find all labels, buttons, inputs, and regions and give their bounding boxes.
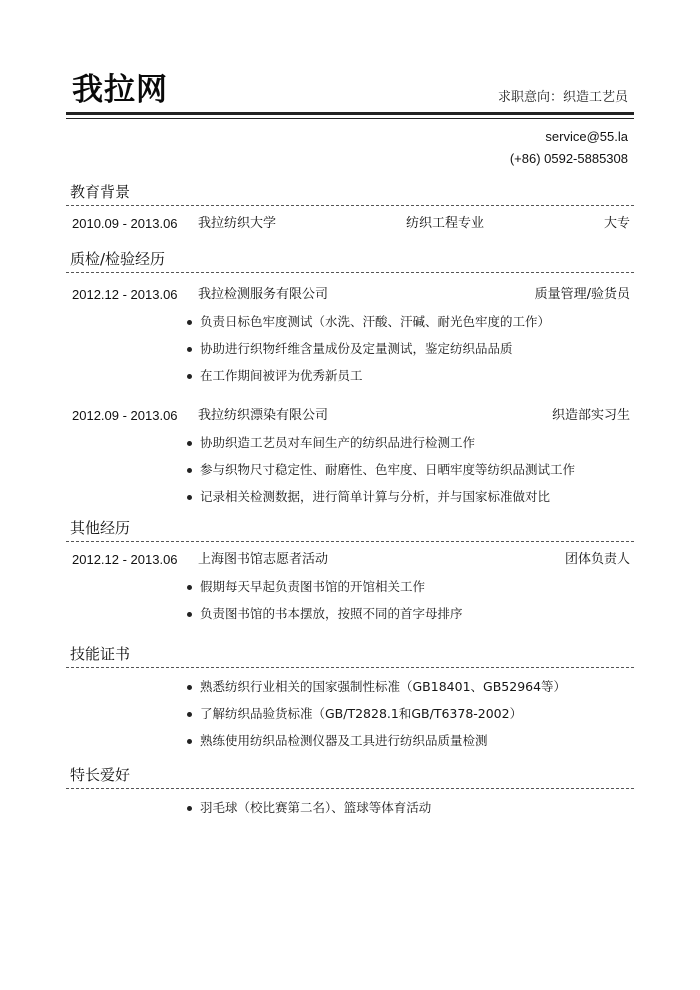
hobbies-section [66, 764, 634, 821]
list-item [66, 456, 634, 483]
section-title: 其他经历 [70, 519, 131, 537]
education-row [66, 211, 634, 237]
job-duties-list [66, 308, 634, 389]
degree-name: 大专 [603, 216, 630, 231]
list-item [66, 794, 634, 821]
bullet-icon [187, 347, 192, 352]
list-item-text: 了解纺织品验货标准（GB/T2828.1和GB/T6378-2002） [200, 706, 523, 721]
job-header-row [66, 282, 634, 308]
section-divider [66, 541, 634, 542]
candidate-name: 我拉网 [72, 72, 168, 108]
bullet-icon [187, 374, 192, 379]
list-item-text: 假期每天早起负责图书馆的开馆相关工作 [200, 579, 426, 594]
section-divider [66, 667, 634, 668]
list-item [66, 573, 634, 600]
section-divider [66, 272, 634, 273]
job-date: 2012.09 - 2013.06 [72, 408, 178, 423]
list-item [66, 727, 634, 754]
job-header-row [66, 403, 634, 429]
school-name: 我拉纺织大学 [198, 216, 277, 231]
company-name: 我拉检测服务有限公司 [198, 287, 329, 302]
company-name: 我拉纺织漂染有限公司 [198, 408, 329, 423]
bullet-icon [187, 468, 192, 473]
bullet-icon [187, 320, 192, 325]
bullet-icon [187, 495, 192, 500]
section-title: 特长爱好 [70, 766, 131, 784]
phone-text: (+86) 0592-5885308 [509, 151, 628, 166]
header-divider-thin [66, 118, 634, 119]
email-text: service@55.la [545, 129, 628, 144]
activity-name: 上海图书馆志愿者活动 [198, 552, 329, 567]
list-item-text: 负责图书馆的书本摆放，按照不同的首字母排序 [200, 606, 463, 621]
job-duties-list [66, 429, 634, 510]
list-item-text: 羽毛球（校比赛第二名）、篮球等体育活动 [200, 800, 432, 815]
section-divider [66, 205, 634, 206]
contact-block [510, 126, 628, 170]
qc-experience-section [66, 248, 634, 510]
list-item [66, 600, 634, 627]
list-item [66, 308, 634, 335]
list-item [66, 362, 634, 389]
list-item-text: 协助织造工艺员对车间生产的纺织品进行检测工作 [200, 435, 476, 450]
bullet-icon [187, 441, 192, 446]
education-section [66, 181, 634, 237]
list-item [66, 673, 634, 700]
skills-section [66, 643, 634, 754]
section-title: 质检/检验经历 [70, 250, 166, 268]
bullet-icon [187, 585, 192, 590]
activity-role: 团体负责人 [564, 552, 630, 567]
major-name: 纺织工程专业 [406, 216, 485, 231]
list-item-text: 协助进行织物纤维含量成份及定量测试，鉴定纺织品品质 [200, 341, 513, 356]
job-date: 2012.12 - 2013.06 [72, 287, 178, 302]
hobbies-list [66, 794, 634, 821]
bullet-icon [187, 712, 192, 717]
list-item [66, 483, 634, 510]
bullet-icon [187, 739, 192, 744]
list-item-text: 负责日标色牢度测试（水洗、汗酸、汗碱、耐光色牢度的工作） [200, 314, 551, 329]
education-date: 2010.09 - 2013.06 [72, 216, 178, 231]
activity-date: 2012.12 - 2013.06 [72, 552, 178, 567]
list-item-text: 记录相关检测数据，进行简单计算与分析，并与国家标准做对比 [200, 489, 551, 504]
list-item-text: 熟练使用纺织品检测仪器及工具进行纺织品质量检测 [200, 733, 488, 748]
header-divider-thick [66, 112, 634, 115]
activity-duties-list [66, 573, 634, 627]
other-experience-section [66, 517, 634, 627]
list-item-text: 熟悉纺织行业相关的国家强制性标准（GB18401、GB52964等） [200, 679, 567, 694]
list-item-text: 在工作期间被评为优秀新员工 [200, 368, 363, 383]
list-item [66, 429, 634, 456]
job-role: 质量管理/验货员 [534, 287, 630, 302]
activity-header-row [66, 547, 634, 573]
list-item [66, 700, 634, 727]
job-intent: 求职意向：织造工艺员 [497, 90, 628, 105]
list-item-text: 参与织物尺寸稳定性、耐磨性、色牢度、日晒牢度等纺织品测试工作 [200, 462, 576, 477]
section-divider [66, 788, 634, 789]
bullet-icon [187, 806, 192, 811]
list-item [66, 335, 634, 362]
bullet-icon [187, 612, 192, 617]
section-title: 教育背景 [70, 183, 131, 201]
skills-list [66, 673, 634, 754]
section-title: 技能证书 [70, 645, 131, 663]
bullet-icon [187, 685, 192, 690]
job-role: 织造部实习生 [551, 408, 630, 423]
